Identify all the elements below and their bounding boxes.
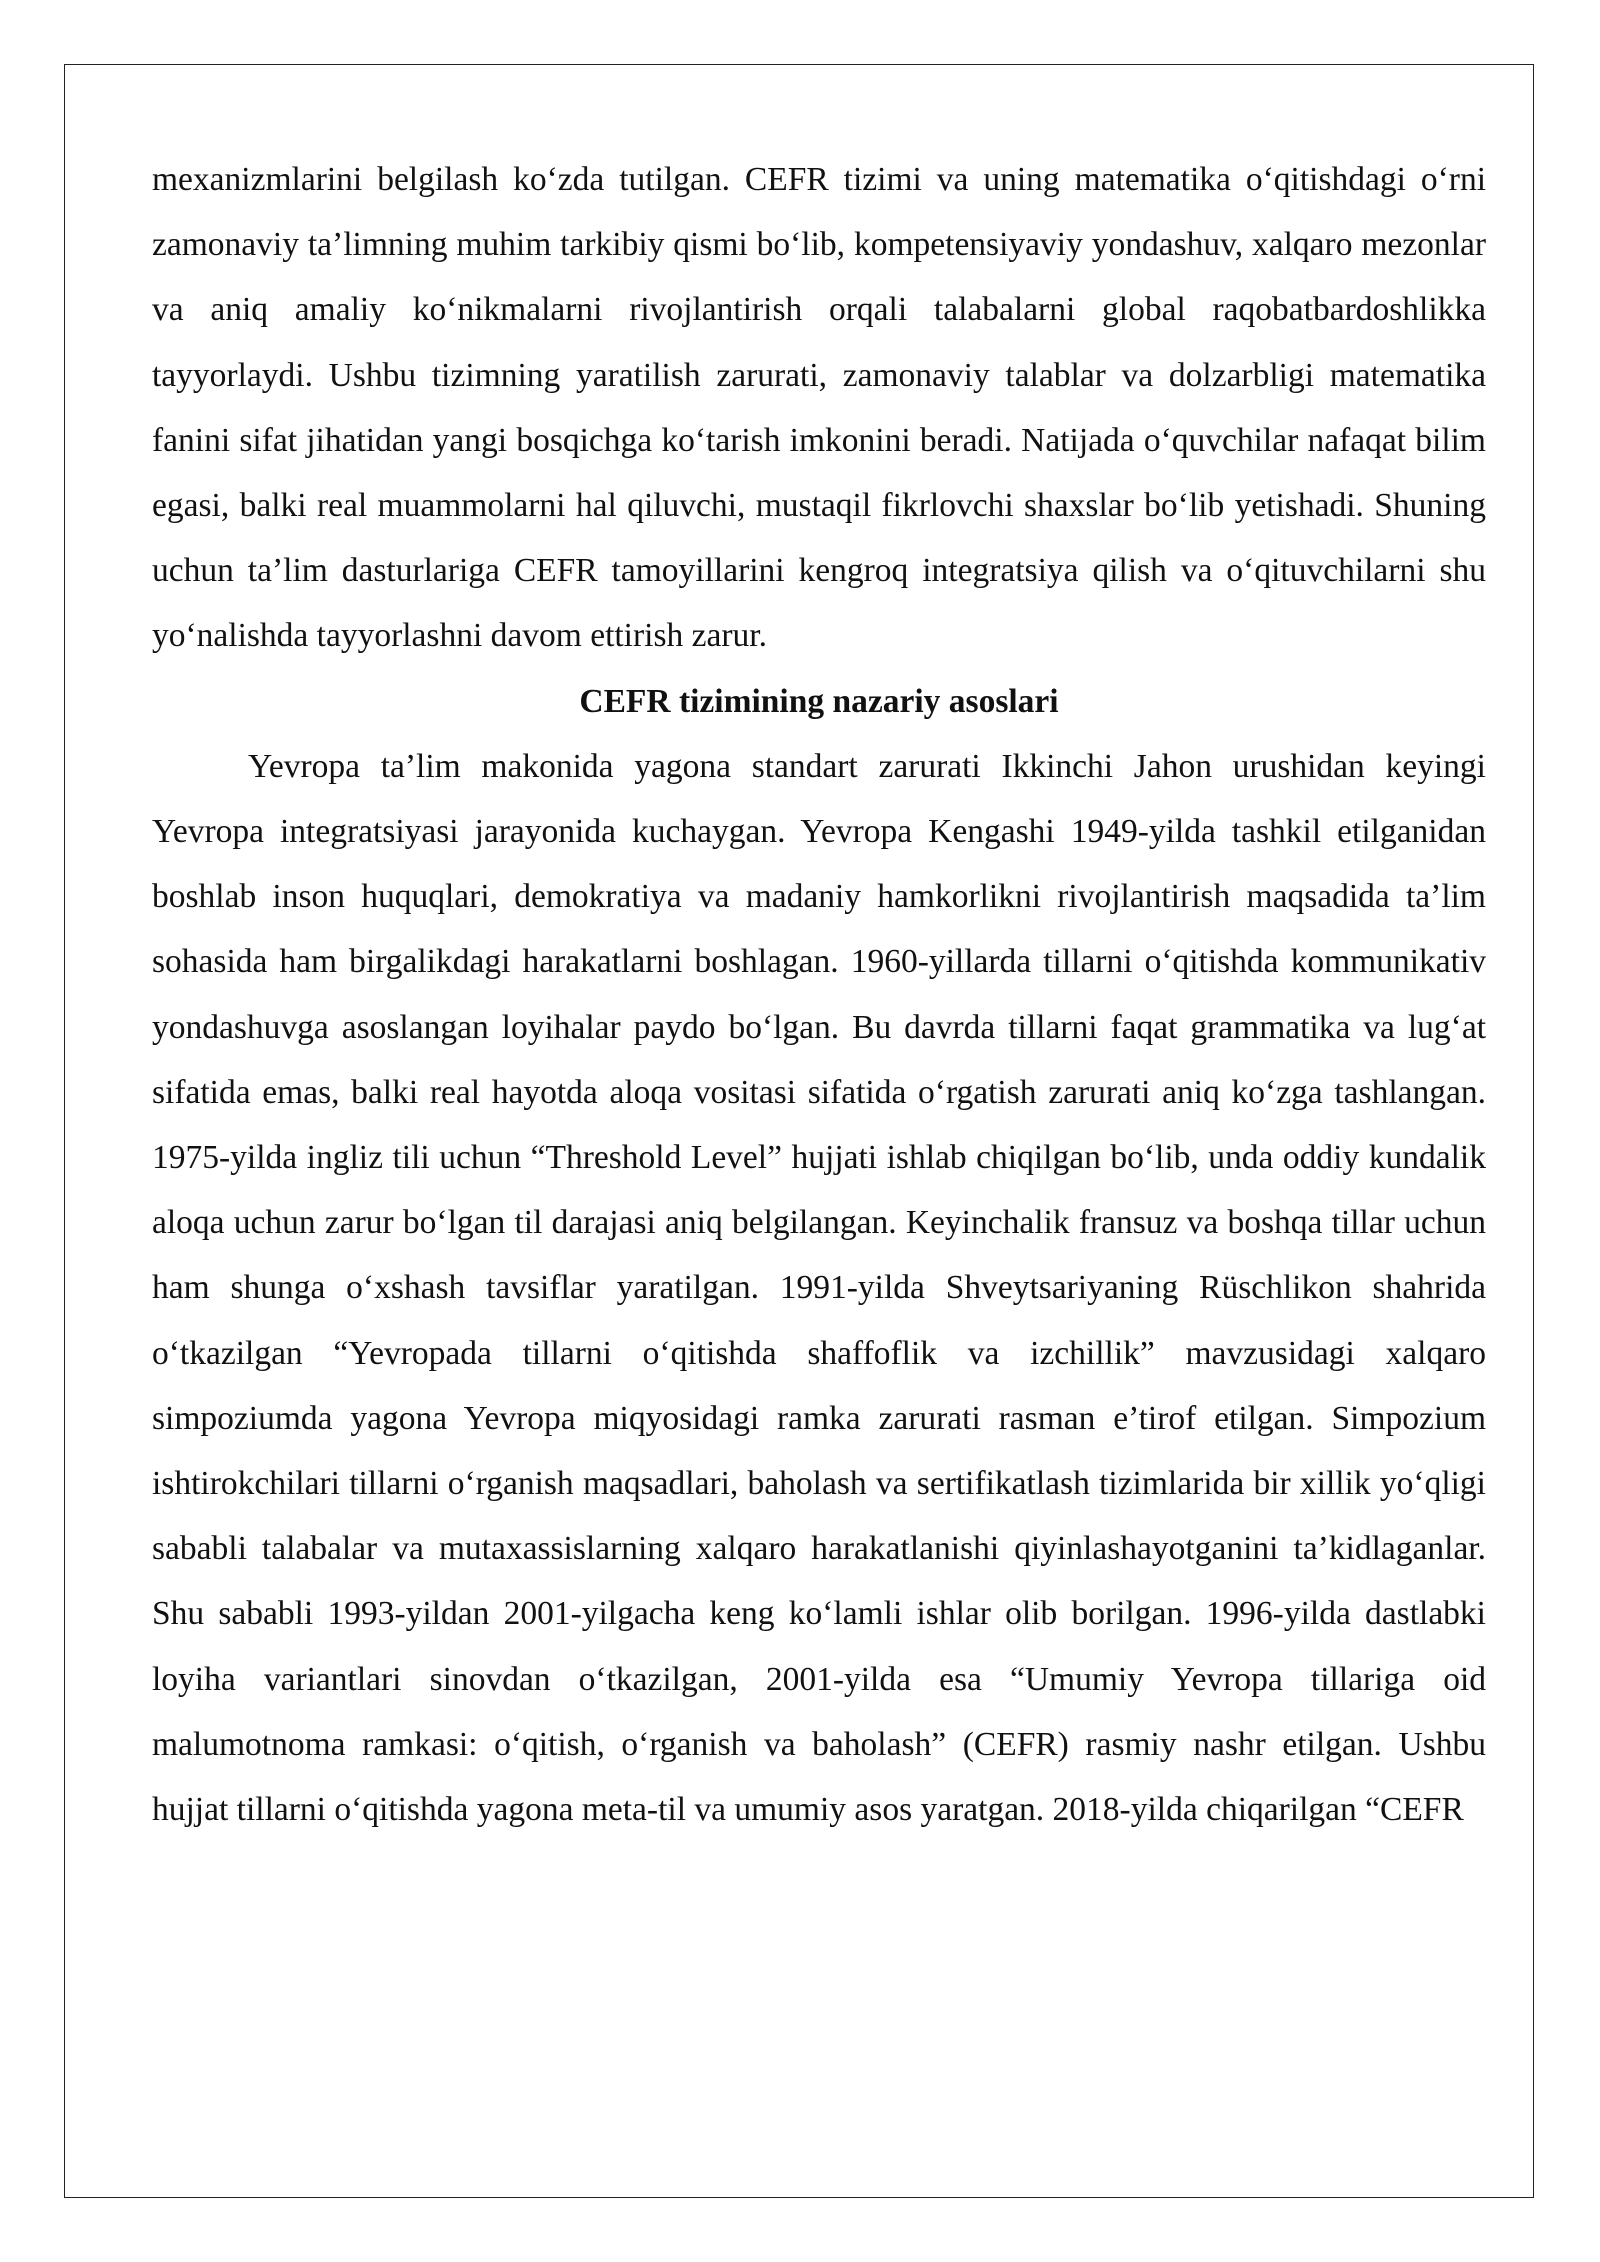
document-body <box>152 147 1486 1842</box>
section-heading: CEFR tizimining nazariy asoslari <box>579 682 1059 720</box>
paragraph-history: Yevropa ta’lim makonida yagona standart zarurati Ikkinchi Jahon urushidan keyingi Yevropa integratsiyasi jarayonida kuchaygan. Yevropa Kengashi 1949-yilda tashkil etilganidan boshlab inson huquqlari, demokratiya va madaniy hamkorlikni rivojlantirish maqsadida ta’lim sohasida ham birgalikdagi harakatlarni boshlagan. 1960-yillarda tillarni o‘qitishda kommunikativ yondashuvga asoslangan loyihalar paydo bo‘lgan. Bu davrda tillarni faqat grammatika va lug‘at sifatida emas, balki real hayotda aloqa vositasi sifatida o‘rgatish zarurati aniq ko‘zga tashlangan. 1975-yilda ingliz tili uchun “Threshold Level” hujjati ishlab chiqilgan bo‘lib, unda oddiy kundalik aloqa uchun zarur bo‘lgan til darajasi aniq belgilangan. Keyinchalik fransuz va boshqa tillar uchun ham shunga o‘xshash tavsiflar yaratilgan. 1991-yilda Shveytsariyaning Rüschlikon shahrida o‘tkazilgan “Yevropada tillarni o‘qitishda shaffoflik va izchillik” mavzusidagi xalqaro simpoziumda yagona Yevropa miqyosidagi ramka zarurati rasman e’tirof etilgan. Simpozium ishtirokchilari tillarni o‘rganish maqsadlari, baholash va sertifikatlash tizimlarida bir xillik yo‘qligi sababli talabalar va mutaxassislarning xalqaro harakatlanishi qiyinlashayotganini ta’kidlaganlar. Shu sababli 1993-yildan 2001-yilgacha keng ko‘lamli ishlar olib borilgan. 1996-yilda dastlabki loyiha variantlari sinovdan o‘tkazilgan, 2001-yilda esa “Umumiy Yevropa tillariga oid malumotnoma ramkasi: o‘qitish, o‘rganish va baholash” (CEFR) rasmiy nashr etilgan. Ushbu hujjat tillarni o‘qitishda yagona meta-til va umumiy asos yaratgan. 2018-yilda chiqarilgan “CEFR <box>152 747 1486 1829</box>
paragraph-continuation: mexanizmlarini belgilash ko‘zda tutilgan. CEFR tizimi va uning matematika o‘qitishdagi o‘rni zamonaviy ta’limning muhim tarkibiy qismi bo‘lib, kompetensiyaviy yondashuv, xalqaro mezonlar va aniq amaliy ko‘nikmalarni rivojlantirish orqali talabalarni global raqobatbardoshlikka tayyorlaydi. Ushbu tizimning yaratilish zarurati, zamonaviy talablar va dolzarbligi matematika fanini sifat jihatidan yangi bosqichga ko‘tarish imkonini beradi. Natijada o‘quvchilar nafaqat bilim egasi, balki real muammolarni hal qiluvchi, mustaqil fikrlovchi shaxslar bo‘lib yetishadi. Shuning uchun ta’lim dasturlariga CEFR tamoyillarini kengroq integratsiya qilish va o‘qituvchilarni shu yo‘nalishda tayyorlashni davom ettirish zarur. <box>152 161 1486 655</box>
